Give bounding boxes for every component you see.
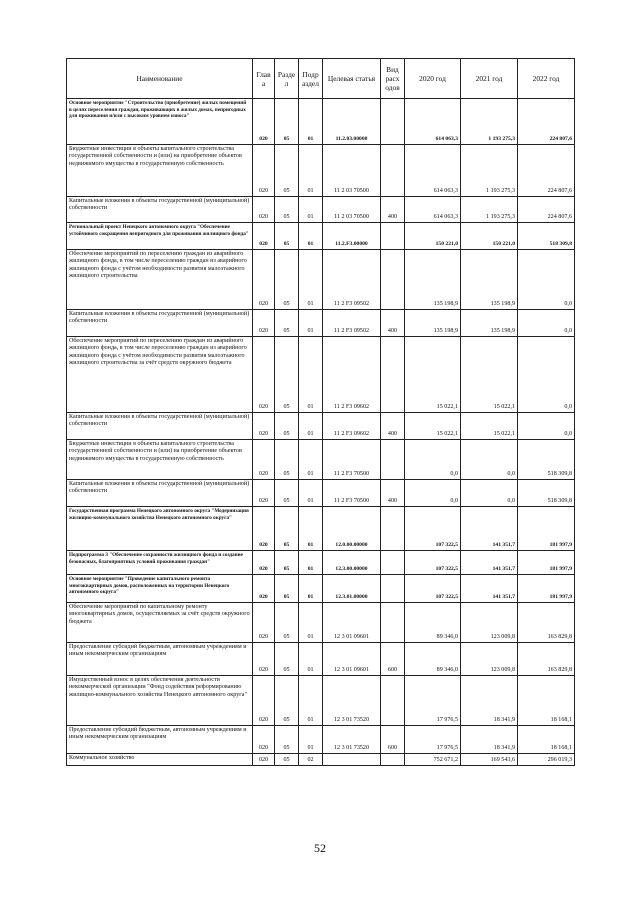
header-2021: 2021 год <box>461 59 518 99</box>
cell-glava: 020 <box>253 440 275 480</box>
cell-statya: 11 2 03 70500 <box>323 145 381 197</box>
cell-name: Капитальные вложения в объекты государственной (муниципальной) собственности <box>67 480 253 507</box>
cell-vid <box>381 575 405 603</box>
cell-name: Основное мероприятие "Строительство (приобретение) жилых помещений в целях переселения граждан, проживающих в жилых домах, непригодных для проживания и/или с высоким уровнем износа" <box>67 99 253 145</box>
cell-y2022: 181 997,9 <box>518 507 575 551</box>
cell-podrazdel: 01 <box>299 197 323 223</box>
table-row <box>67 603 575 643</box>
cell-y2022: 163 829,8 <box>518 603 575 643</box>
cell-podrazdel: 01 <box>299 99 323 145</box>
cell-glava: 020 <box>253 551 275 575</box>
header-2020: 2020 год <box>405 59 461 99</box>
header-glava: Глав а <box>253 59 275 99</box>
table-row <box>67 754 575 766</box>
cell-statya: 12.3.00.00000 <box>323 551 381 575</box>
cell-glava: 020 <box>253 603 275 643</box>
cell-statya: 11 2 F3 09602 <box>323 337 381 413</box>
cell-name: Обеспечение мероприятий по капитальному ремонту многоквартирных домов, осуществляемых за счёт средств окружного бюджета <box>67 603 253 643</box>
cell-statya <box>323 754 381 766</box>
cell-y2022: 224 807,6 <box>518 145 575 197</box>
cell-podrazdel: 01 <box>299 145 323 197</box>
cell-podrazdel: 01 <box>299 726 323 754</box>
cell-razdel: 05 <box>275 440 299 480</box>
cell-glava: 020 <box>253 413 275 440</box>
cell-razdel: 05 <box>275 197 299 223</box>
cell-vid: 400 <box>381 480 405 507</box>
cell-y2022: 518 309,8 <box>518 223 575 250</box>
cell-razdel: 05 <box>275 676 299 726</box>
cell-y2020: 89 346,0 <box>405 643 461 676</box>
cell-name: Обеспечение мероприятий по переселению граждан из аварийного жилищного фонда, в том числе переселению граждан из аварийного жилищного фонда с учётом необходимости развития малоэтажного жилищного строительства за счёт средств окружного бюджета <box>67 337 253 413</box>
cell-podrazdel: 01 <box>299 337 323 413</box>
cell-y2022: 0,0 <box>518 337 575 413</box>
table-row <box>67 197 575 223</box>
header-razdel: Разде л <box>275 59 299 99</box>
cell-y2020: 614 063,3 <box>405 197 461 223</box>
cell-vid <box>381 99 405 145</box>
cell-y2022: 296 019,3 <box>518 754 575 766</box>
cell-statya: 12 3 01 73520 <box>323 726 381 754</box>
table-row <box>67 551 575 575</box>
cell-podrazdel: 01 <box>299 413 323 440</box>
cell-vid <box>381 603 405 643</box>
cell-glava: 020 <box>253 726 275 754</box>
cell-name: Подпрограмма 3 "Обеспечение сохранности жилищного фонда и создание безопасных, благоприятных условий проживания граждан" <box>67 551 253 575</box>
header-2022: 2022 год <box>518 59 575 99</box>
cell-statya: 11 2 F3 70500 <box>323 440 381 480</box>
table-body <box>67 99 575 766</box>
cell-podrazdel: 01 <box>299 310 323 337</box>
cell-y2020: 15 022,1 <box>405 337 461 413</box>
cell-vid <box>381 337 405 413</box>
cell-vid: 400 <box>381 310 405 337</box>
cell-y2021: 141 351,7 <box>461 575 518 603</box>
table-row <box>67 337 575 413</box>
table-row <box>67 726 575 754</box>
cell-y2020: 752 671,2 <box>405 754 461 766</box>
cell-y2021: 0,0 <box>461 440 518 480</box>
cell-statya: 11 2 F3 09502 <box>323 310 381 337</box>
table-row <box>67 99 575 145</box>
cell-y2021: 1 193 275,3 <box>461 145 518 197</box>
cell-vid <box>381 440 405 480</box>
cell-razdel: 05 <box>275 575 299 603</box>
cell-y2021: 18 341,9 <box>461 676 518 726</box>
cell-razdel: 05 <box>275 507 299 551</box>
cell-glava: 020 <box>253 676 275 726</box>
cell-vid <box>381 551 405 575</box>
cell-razdel: 05 <box>275 413 299 440</box>
cell-razdel: 05 <box>275 551 299 575</box>
cell-vid: 400 <box>381 413 405 440</box>
cell-y2021: 135 198,9 <box>461 310 518 337</box>
cell-y2022: 0,0 <box>518 250 575 310</box>
cell-y2021: 169 543,6 <box>461 754 518 766</box>
cell-name: Капитальные вложения в объекты государственной (муниципальной) собственности <box>67 197 253 223</box>
cell-razdel: 05 <box>275 643 299 676</box>
cell-razdel: 05 <box>275 310 299 337</box>
cell-razdel: 05 <box>275 480 299 507</box>
cell-y2022: 181 997,9 <box>518 575 575 603</box>
cell-podrazdel: 01 <box>299 480 323 507</box>
page-number: 52 <box>314 841 326 855</box>
cell-razdel: 05 <box>275 603 299 643</box>
cell-glava: 020 <box>253 99 275 145</box>
cell-statya: 11.2.03.00000 <box>323 99 381 145</box>
cell-vid <box>381 754 405 766</box>
table-row <box>67 676 575 726</box>
cell-y2020: 17 976,5 <box>405 676 461 726</box>
cell-razdel: 05 <box>275 250 299 310</box>
cell-y2021: 0,0 <box>461 480 518 507</box>
cell-podrazdel: 01 <box>299 507 323 551</box>
table-row <box>67 480 575 507</box>
cell-glava: 020 <box>253 480 275 507</box>
table-header-row <box>67 59 575 99</box>
cell-y2020: 15 022,1 <box>405 413 461 440</box>
cell-name: Региональный проект Ненецкого автономного округа "Обеспечение устойчивого сокращения непригодного для проживания жилищного фонда" <box>67 223 253 250</box>
cell-podrazdel: 01 <box>299 223 323 250</box>
cell-razdel: 05 <box>275 337 299 413</box>
table-row <box>67 440 575 480</box>
cell-y2020: 89 346,0 <box>405 603 461 643</box>
table-row <box>67 575 575 603</box>
header-name: Наименование <box>67 59 253 99</box>
cell-glava: 020 <box>253 250 275 310</box>
cell-y2022: 224 807,6 <box>518 197 575 223</box>
cell-glava: 020 <box>253 145 275 197</box>
table-row <box>67 507 575 551</box>
cell-y2021: 141 351,7 <box>461 507 518 551</box>
cell-razdel: 05 <box>275 754 299 766</box>
cell-vid <box>381 145 405 197</box>
cell-y2021: 1 193 275,3 <box>461 197 518 223</box>
cell-vid <box>381 223 405 250</box>
cell-y2022: 18 168,1 <box>518 726 575 754</box>
cell-podrazdel: 01 <box>299 551 323 575</box>
cell-y2020: 107 322,5 <box>405 507 461 551</box>
cell-name: Капитальные вложения в объекты государственной (муниципальной) собственности <box>67 413 253 440</box>
cell-glava: 020 <box>253 310 275 337</box>
table-row <box>67 250 575 310</box>
cell-name: Бюджетные инвестиции в объекты капитального строительства государственной собственности и (или) на приобретение объектов недвижимого имущества в государственную собственность <box>67 145 253 197</box>
cell-y2020: 107 322,5 <box>405 551 461 575</box>
cell-statya: 12.3.01.00000 <box>323 575 381 603</box>
cell-name: Коммунальное хозяйство <box>67 754 253 766</box>
cell-y2020: 0,0 <box>405 440 461 480</box>
cell-y2021: 1 193 275,3 <box>461 99 518 145</box>
cell-podrazdel: 01 <box>299 250 323 310</box>
cell-y2022: 0,0 <box>518 310 575 337</box>
cell-y2022: 181 997,9 <box>518 551 575 575</box>
cell-y2021: 123 009,8 <box>461 643 518 676</box>
cell-podrazdel: 01 <box>299 603 323 643</box>
cell-vid: 600 <box>381 643 405 676</box>
cell-y2020: 614 063,3 <box>405 99 461 145</box>
cell-y2020: 135 198,9 <box>405 310 461 337</box>
cell-vid <box>381 676 405 726</box>
cell-statya: 12 3 01 09601 <box>323 603 381 643</box>
cell-y2021: 15 022,1 <box>461 337 518 413</box>
cell-y2021: 18 341,9 <box>461 726 518 754</box>
header-podrazdel: Подр аздел <box>299 59 323 99</box>
cell-y2021: 123 009,8 <box>461 603 518 643</box>
cell-y2022: 224 807,6 <box>518 99 575 145</box>
cell-statya: 12 3 01 73520 <box>323 676 381 726</box>
cell-y2022: 518 309,8 <box>518 440 575 480</box>
header-statya: Целевая статья <box>323 59 381 99</box>
cell-podrazdel: 01 <box>299 575 323 603</box>
table-row <box>67 223 575 250</box>
cell-y2020: 0,0 <box>405 480 461 507</box>
cell-y2021: 150 221,0 <box>461 223 518 250</box>
cell-name: Бюджетные инвестиции в объекты капитального строительства государственной собственности и (или) на приобретение объектов недвижимого имущества в государственную собственность <box>67 440 253 480</box>
cell-y2022: 518 309,8 <box>518 480 575 507</box>
cell-razdel: 05 <box>275 223 299 250</box>
cell-statya: 11 2 F3 09602 <box>323 413 381 440</box>
cell-vid: 400 <box>381 197 405 223</box>
cell-glava: 020 <box>253 643 275 676</box>
cell-y2021: 15 022,1 <box>461 413 518 440</box>
cell-glava: 020 <box>253 754 275 766</box>
cell-name: Предоставление субсидий бюджетным, автономным учреждениям и иным некоммерческим организациям <box>67 643 253 676</box>
cell-statya: 11 2 03 70500 <box>323 197 381 223</box>
cell-y2020: 150 221,0 <box>405 223 461 250</box>
header-vid: Вид расх одов <box>381 59 405 99</box>
cell-statya: 12 3 01 09601 <box>323 643 381 676</box>
cell-y2020: 107 322,5 <box>405 575 461 603</box>
cell-vid <box>381 250 405 310</box>
cell-name: Предоставление субсидий бюджетным, автономным учреждениям и иным некоммерческим организациям <box>67 726 253 754</box>
cell-glava: 020 <box>253 337 275 413</box>
cell-vid: 600 <box>381 726 405 754</box>
table-row <box>67 145 575 197</box>
cell-vid <box>381 507 405 551</box>
cell-statya: 12.0.00.00000 <box>323 507 381 551</box>
cell-razdel: 05 <box>275 726 299 754</box>
cell-glava: 020 <box>253 223 275 250</box>
cell-podrazdel: 01 <box>299 440 323 480</box>
table-row <box>67 413 575 440</box>
cell-razdel: 05 <box>275 99 299 145</box>
cell-name: Основное мероприятие "Проведение капитального ремонта многоквартирных домов, расположенных на территории Ненецкого автономного округа" <box>67 575 253 603</box>
cell-y2020: 135 198,9 <box>405 250 461 310</box>
cell-name: Капитальные вложения в объекты государственной (муниципальной) собственности <box>67 310 253 337</box>
cell-name: Имущественный взнос в целях обеспечения деятельности некоммерческой организации "Фонд содействия реформированию жилищно-коммунального хозяйства Ненецкого автономного округа" <box>67 676 253 726</box>
cell-y2022: 18 168,1 <box>518 676 575 726</box>
budget-table <box>66 58 575 766</box>
cell-glava: 020 <box>253 575 275 603</box>
cell-statya: 11.2.F3.00000 <box>323 223 381 250</box>
cell-name: Государственная программа Ненецкого автономного округа "Модернизация жилищно-коммунального хозяйства Ненецкого автономного округа" <box>67 507 253 551</box>
cell-podrazdel: 01 <box>299 643 323 676</box>
table-row <box>67 310 575 337</box>
cell-y2021: 141 351,7 <box>461 551 518 575</box>
cell-glava: 020 <box>253 197 275 223</box>
cell-glava: 020 <box>253 507 275 551</box>
cell-y2022: 163 829,8 <box>518 643 575 676</box>
cell-razdel: 05 <box>275 145 299 197</box>
cell-statya: 11 2 F3 70500 <box>323 480 381 507</box>
cell-podrazdel: 02 <box>299 754 323 766</box>
cell-y2021: 135 198,9 <box>461 250 518 310</box>
cell-podrazdel: 01 <box>299 676 323 726</box>
table-row <box>67 643 575 676</box>
cell-y2022: 0,0 <box>518 413 575 440</box>
cell-y2020: 17 976,5 <box>405 726 461 754</box>
cell-y2020: 614 063,3 <box>405 145 461 197</box>
cell-name: Обеспечение мероприятий по переселению граждан из аварийного жилищного фонда, в том числе переселению граждан из аварийного жилищного фонда с учётом необходимости развития малоэтажного жилищного строительства <box>67 250 253 310</box>
cell-statya: 11 2 F3 09502 <box>323 250 381 310</box>
